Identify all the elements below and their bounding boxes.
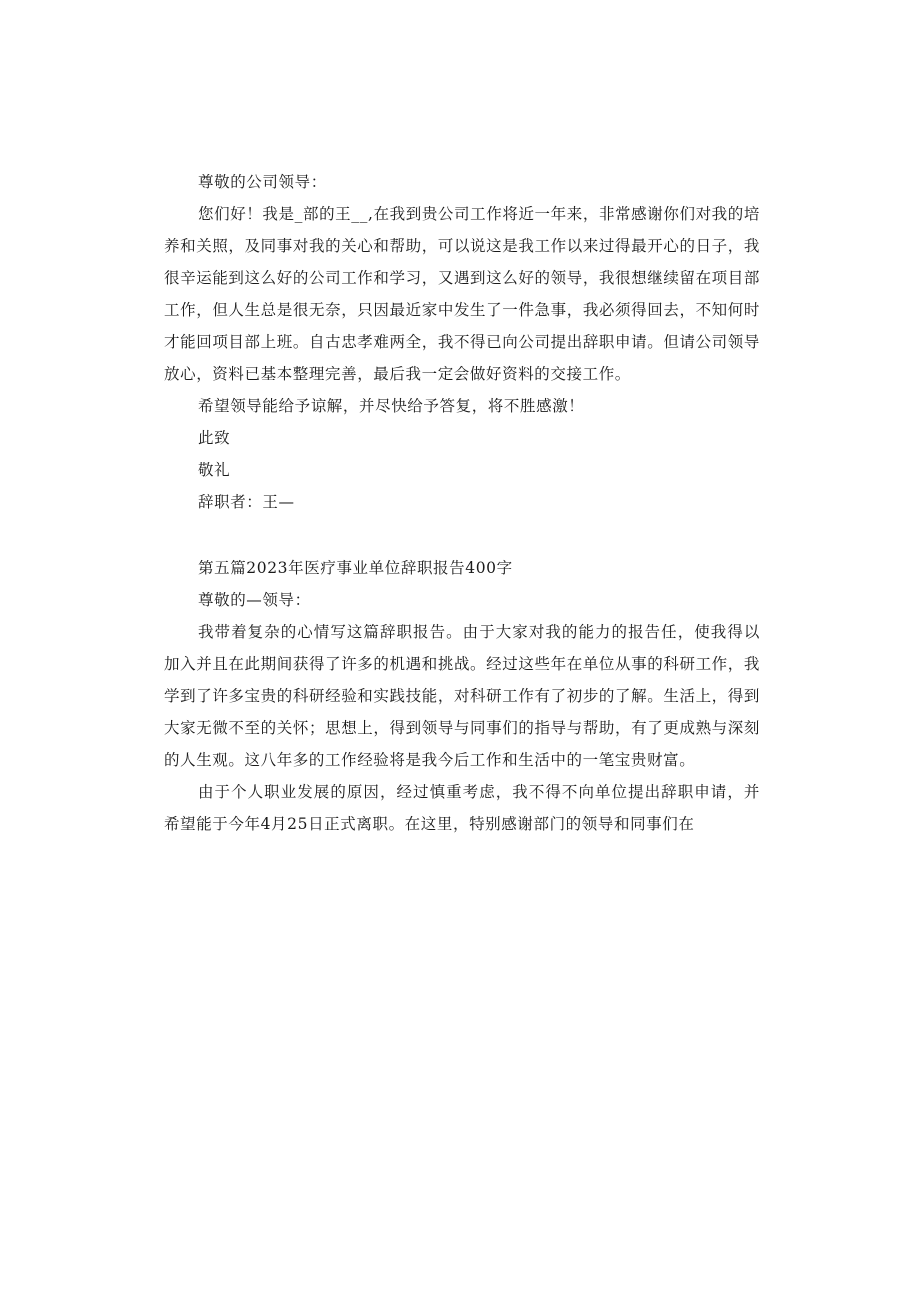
document-body — [164, 166, 760, 840]
letter2-body-paragraph-2: 由于个人职业发展的原因，经过慎重考虑，我不得不向单位提出辞职申请，并希望能于今年4月25日正式离职。在这里，特别感谢部门的领导和同事们在 — [164, 783, 760, 833]
letter1-closing-2: 敬礼 — [198, 461, 231, 479]
letter2-section-title: 第五篇2023年医疗事业单位辞职报告400字 — [198, 559, 513, 577]
letter1-closing-1: 此致 — [198, 429, 231, 447]
section-gap — [164, 518, 760, 552]
letter1-body-paragraph-1: 您们好！我是_部的王__,在我到贵公司工作将近一年来，非常感谢你们对我的培养和关照，及同事对我的关心和帮助，可以说这是我工作以来过得最开心的日子，我很辛运能到这么好的公司工作和学习，又遇到这么好的领导，我很想继续留在项目部工作，但人生总是很无奈，只因最近家中发生了一件急事，我必须得回去，不知何时才能回项目部上班。自古忠孝难两全，我不得已向公司提出辞职申请。但请公司领导放心，资料已基本整理完善，最后我一定会做好资料的交接工作。 — [164, 205, 760, 383]
letter2-body-paragraph-1: 我带着复杂的心情写这篇辞职报告。由于大家对我的能力的报告任，使我得以加入并且在此期间获得了许多的机遇和挑战。经过这些年在单位从事的科研工作，我学到了许多宝贵的科研经验和实践技能，对科研工作有了初步的了解。生活上，得到大家无微不至的关怀；思想上，得到领导与同事们的指导与帮助，有了更成熟与深刻的人生观。这八年多的工作经验将是我今后工作和生活中的一笔宝贵财富。 — [164, 623, 760, 769]
letter1-signature: 辞职者：王— — [198, 493, 295, 511]
letter1-body-paragraph-2: 希望领导能给予谅解，并尽快给予答复，将不胜感激！ — [198, 397, 585, 415]
letter1-salutation: 尊敬的公司领导： — [198, 173, 327, 191]
letter2-salutation: 尊敬的—领导： — [198, 591, 311, 609]
